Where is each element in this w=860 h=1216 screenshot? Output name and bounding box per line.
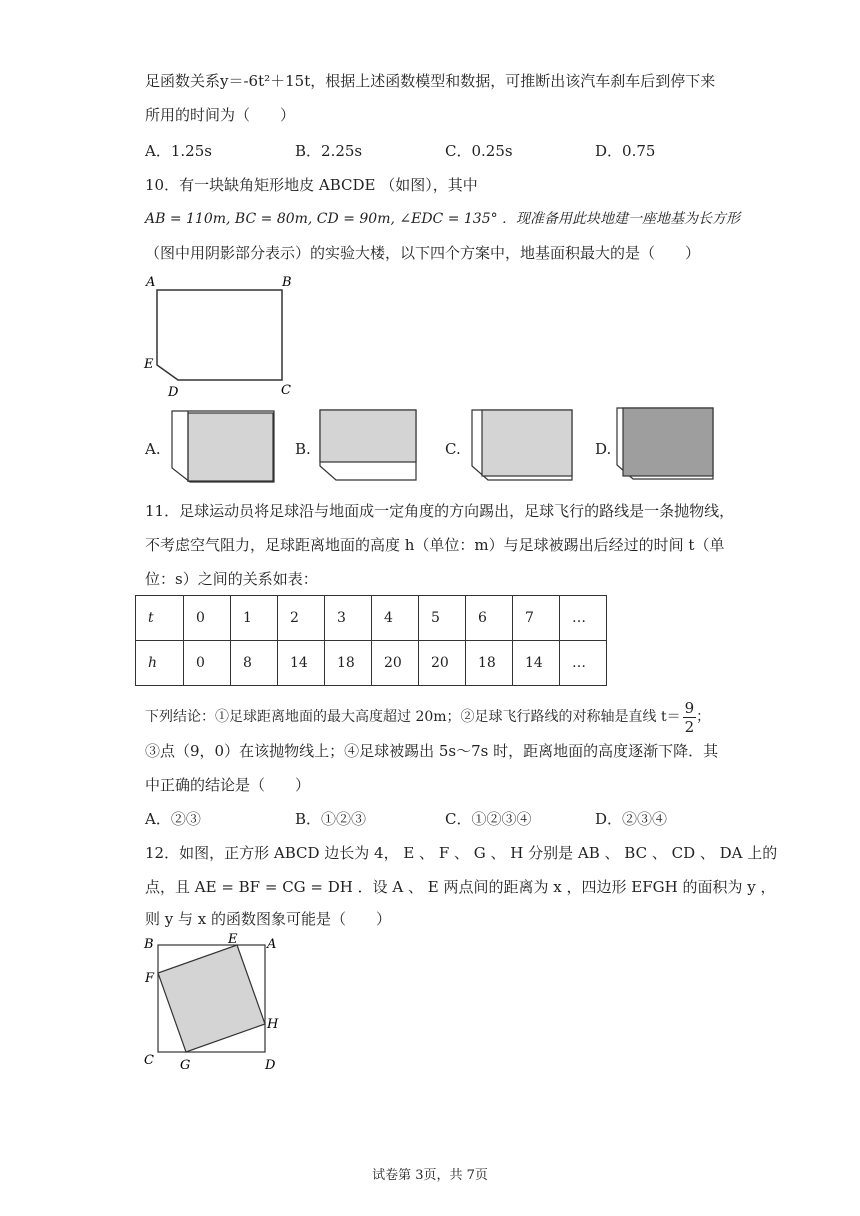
q10-label-e: E (144, 357, 154, 372)
table-cell: 14 (278, 641, 325, 686)
q12-label-c: C (144, 1053, 154, 1068)
q9-option-c: C．0.25s (445, 142, 513, 160)
q12-text-line2: 点，且 AE = BF = CG = DH ．设 A 、 E 两点间的距离为 x ，四边形 EFGH 的面积为 y ， (145, 878, 776, 896)
q10-option-d-label: D. (595, 440, 612, 458)
table-cell: t (136, 596, 184, 641)
q12-label-h: H (267, 1017, 279, 1032)
table-cell: 3 (325, 596, 372, 641)
q12-label-b: B (144, 937, 154, 952)
q11-option-b: B．①②③ (295, 810, 367, 828)
table-cell: 20 (372, 641, 419, 686)
table-cell: 1 (231, 596, 278, 641)
table-cell: 5 (419, 596, 466, 641)
table-row-h (136, 641, 607, 686)
q12-label-a: A (267, 937, 277, 952)
fraction-numerator: 9 (684, 698, 695, 717)
q11-conclusion1-text: 下列结论：①足球距离地面的最大高度超过 20m；②足球飞行路线的对称轴是直线 t＝ (145, 709, 681, 725)
table-cell: 18 (325, 641, 372, 686)
q11-text-line3: 位：s）之间的关系如表： (145, 570, 318, 588)
table-cell: 8 (231, 641, 278, 686)
table-cell: 4 (372, 596, 419, 641)
fraction-nine-halves (683, 699, 697, 736)
q11-conclusion-line2: ③点（9，0）在该抛物线上；④足球被踢出 5s～7s 时，距离地面的高度逐渐下降．其 (145, 742, 719, 760)
table-cell: 6 (466, 596, 513, 641)
table-cell: 18 (466, 641, 513, 686)
q10-label-a: A (146, 275, 156, 290)
q11-text-line2: 不考虑空气阻力，足球距离地面的高度 h（单位：m）与足球被踢出后经过的时间 t（单 (145, 536, 725, 554)
q11-text-line1: 11．足球运动员将足球沿与地面成一定角度的方向踢出，足球飞行的路线是一条抛物线， (145, 502, 735, 520)
q9-text-line1: 足函数关系y＝-6t²＋15t，根据上述函数模型和数据，可推断出该汽车刹车后到停下来 (145, 72, 716, 90)
q10-label-c: C (281, 383, 291, 398)
q11-option-d: D．②③④ (595, 810, 668, 828)
q12-text-line3: 则 y 与 x 的函数图象可能是（ ） (145, 910, 392, 928)
q10-label-b: B (282, 275, 292, 290)
q9-option-a: A．1.25s (145, 142, 212, 160)
table-cell: … (560, 641, 607, 686)
q10-option-a-label: A. (145, 440, 161, 458)
q10-text-line3: （图中用阴影部分表示）的实验大楼，以下四个方案中，地基面积最大的是（ ） (145, 244, 701, 262)
q10-option-b-figure (318, 408, 420, 484)
q9-option-b: B．2.25s (295, 142, 363, 160)
q10-figure (140, 270, 300, 400)
q10-text-line1: 10．有一块缺角矩形地皮 ABCDE （如图），其中 (145, 176, 478, 194)
q11-conclusion-line3: 中正确的结论是（ ） (145, 776, 311, 794)
q12-label-f: F (145, 971, 155, 986)
q12-label-e: E (228, 932, 238, 947)
table-cell: 2 (278, 596, 325, 641)
table-cell: 0 (184, 596, 231, 641)
q12-label-g: G (180, 1058, 191, 1073)
q11-conclusion1-tail: ； (696, 709, 711, 725)
q10-label-d: D (168, 385, 179, 400)
q11-conclusion-line1 (145, 697, 710, 737)
table-cell: h (136, 641, 184, 686)
q10-option-b-label: B. (295, 440, 311, 458)
q11-data-table (135, 595, 607, 686)
q9-option-d: D．0.75 (595, 142, 656, 160)
table-cell: 20 (419, 641, 466, 686)
table-cell: 7 (513, 596, 560, 641)
table-cell: … (560, 596, 607, 641)
q10-option-a-figure (170, 408, 278, 488)
table-cell: 14 (513, 641, 560, 686)
q11-option-a: A．②③ (145, 810, 201, 828)
q10-text-line2: AB = 110m, BC = 80m, CD = 90m, ∠EDC = 135° ．现准备用此块地建一座地基为长方形 (145, 211, 741, 227)
fraction-denominator: 2 (684, 717, 695, 736)
q12-figure (140, 930, 290, 1075)
table-cell: 0 (184, 641, 231, 686)
q10-option-d-figure (615, 405, 717, 483)
table-row-t (136, 596, 607, 641)
page-footer: 试卷第 3页，共 7页 (372, 1168, 488, 1183)
q11-option-c: C．①②③④ (445, 810, 532, 828)
q12-label-d: D (265, 1058, 276, 1073)
q10-option-c-label: C. (445, 440, 461, 458)
q10-option-c-figure (470, 408, 576, 484)
q12-text-line1: 12．如图，正方形 ABCD 边长为 4， E 、 F 、 G 、 H 分别是 AB 、 BC 、 CD 、 DA 上的 (145, 844, 778, 862)
q9-text-line2: 所用的时间为（ ） (145, 106, 296, 124)
